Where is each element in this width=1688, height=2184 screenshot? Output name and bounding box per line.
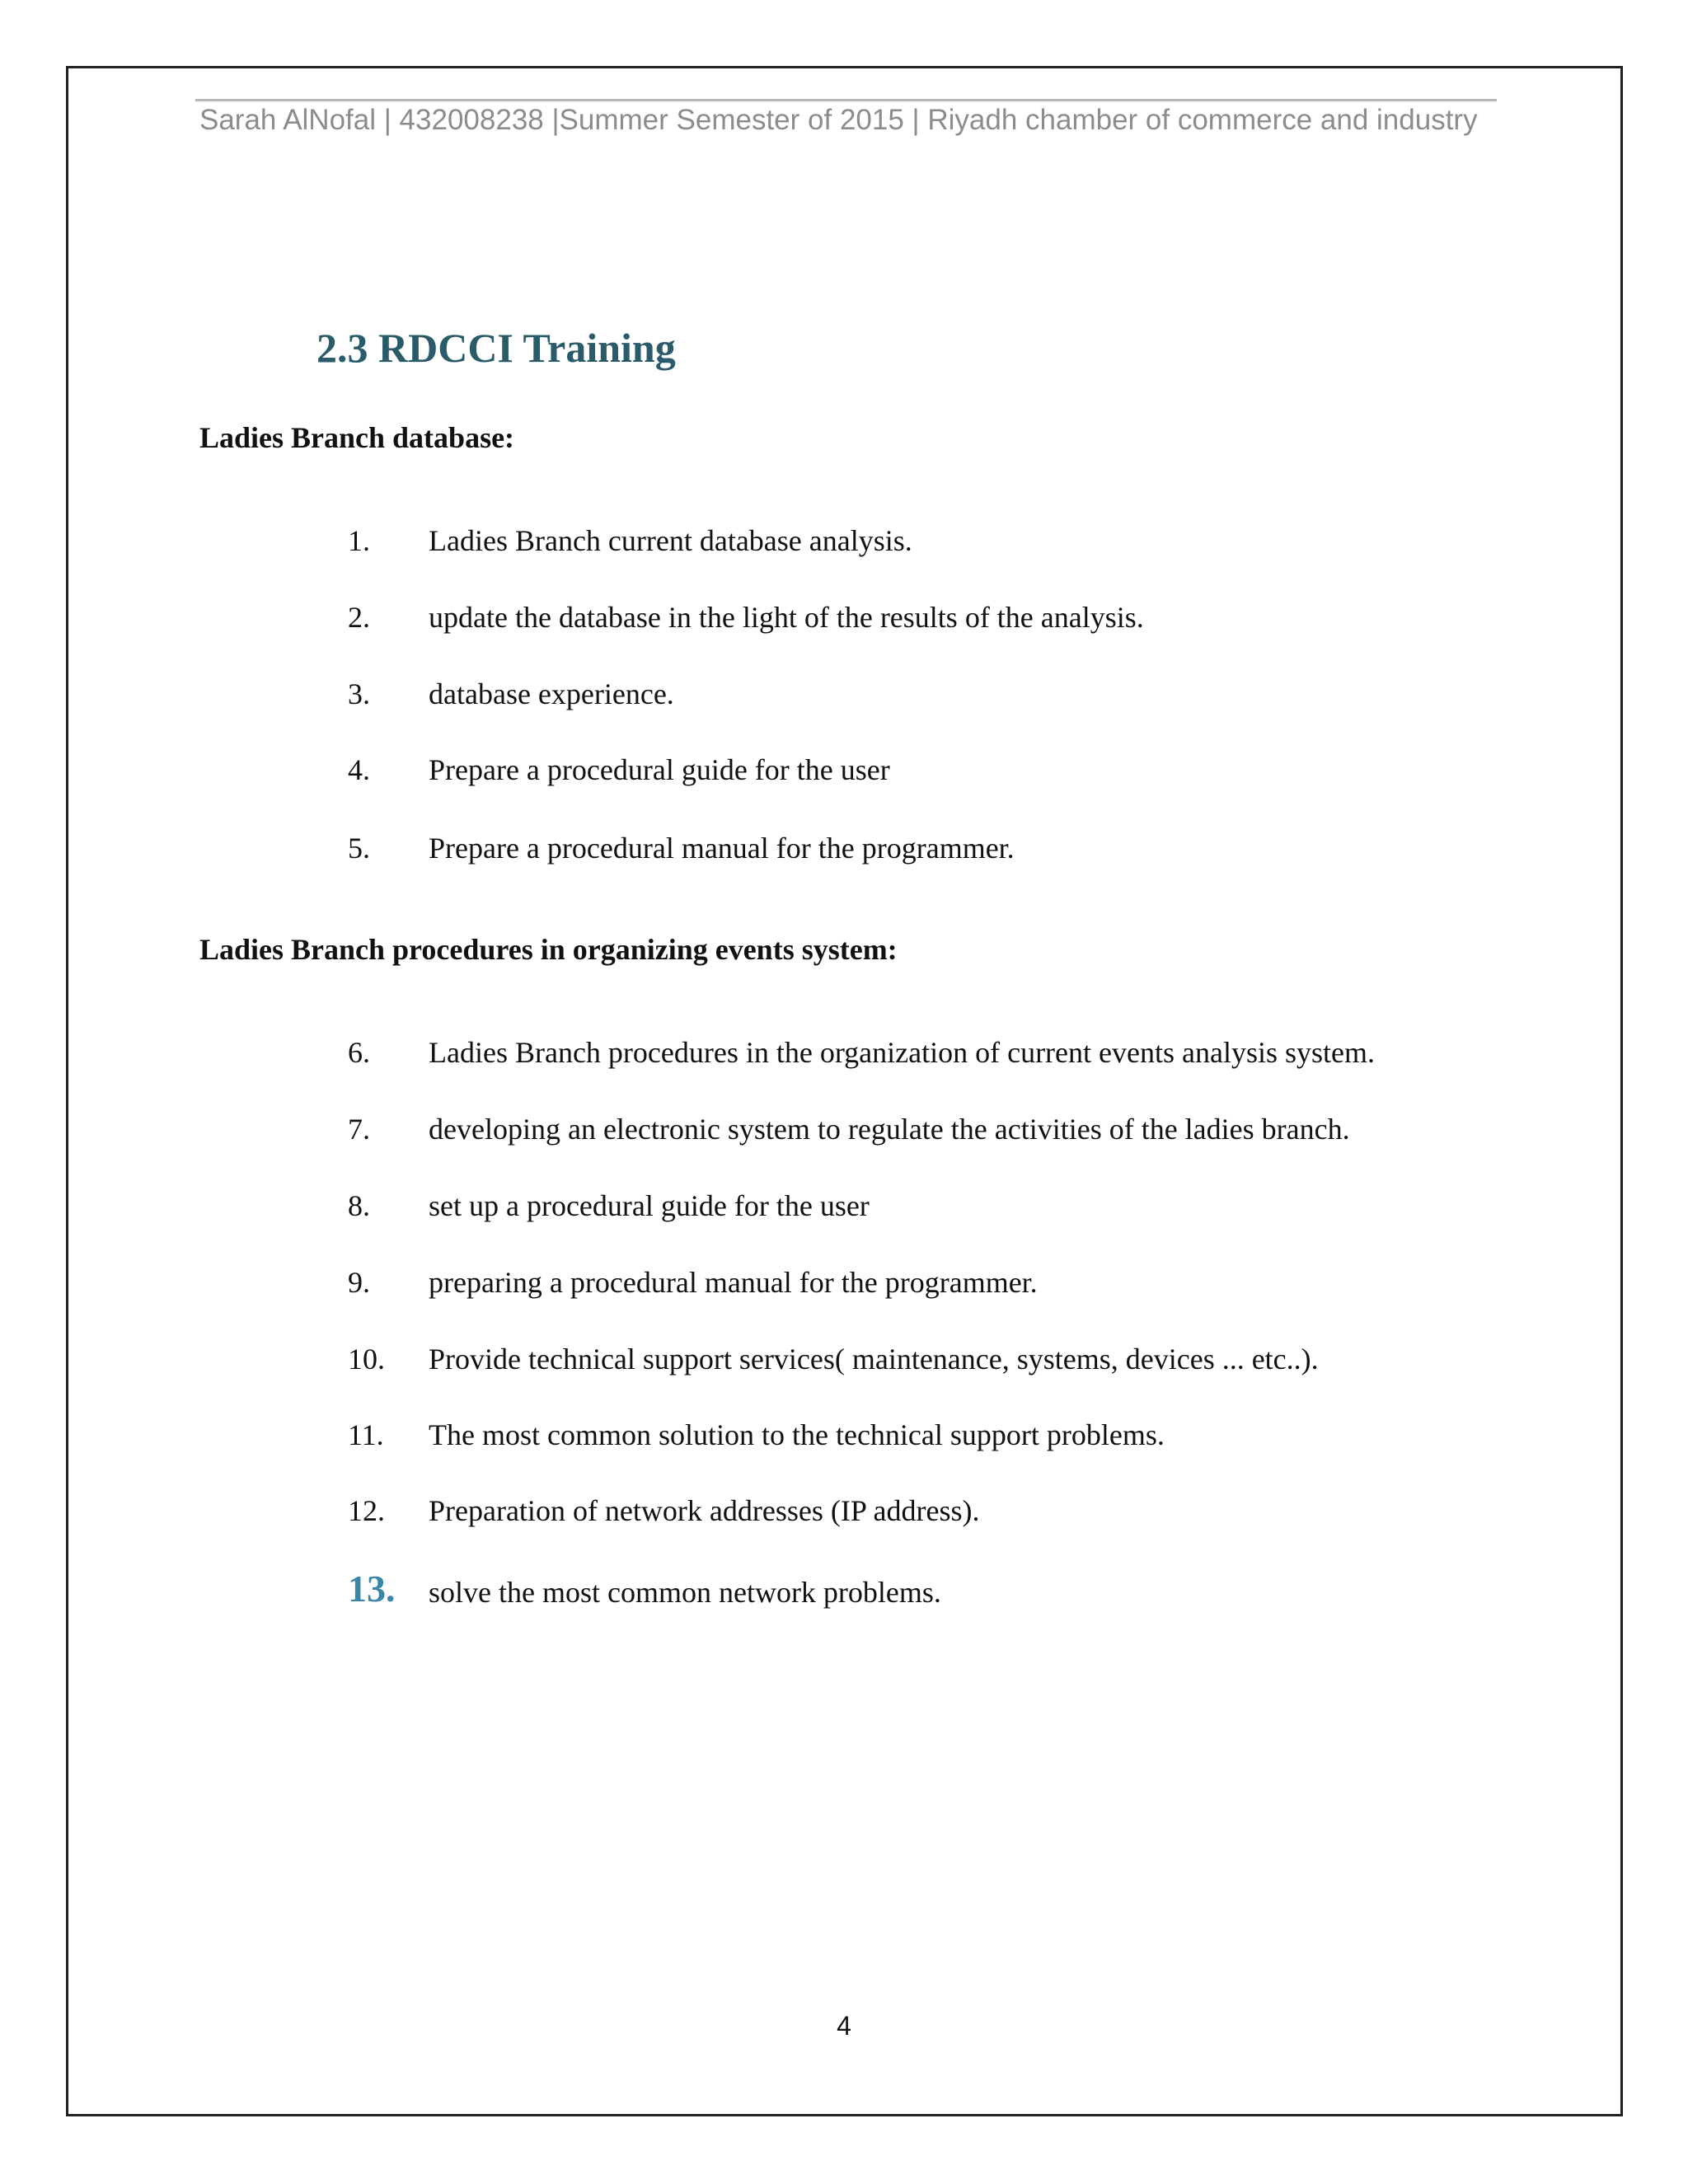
list-item [0, 519, 1688, 562]
section-title: 2.3 RDCCI Training [316, 325, 676, 371]
list-item [0, 596, 1688, 639]
list-item-text: developing an electronic system to regulate the activities of the ladies branch. [429, 1113, 1350, 1146]
list-item [0, 1108, 1688, 1151]
list-item-text: Provide technical support services( maintenance, systems, devices ... etc..). [429, 1343, 1319, 1376]
list-item-number: 6. [348, 1036, 370, 1069]
header-divider [195, 99, 1497, 101]
list-item-text: Prepare a procedural manual for the programmer. [429, 832, 1015, 865]
list-item-text: solve the most common network problems. [429, 1576, 941, 1609]
list-item [0, 1184, 1688, 1227]
list-item [0, 748, 1688, 791]
list-item-number: 5. [348, 832, 370, 865]
list-item-text: Ladies Branch procedures in the organization of current events analysis system. [429, 1036, 1375, 1069]
list-item-text: update the database in the light of the results of the analysis. [429, 601, 1144, 634]
list-item [0, 1568, 1688, 1614]
database-heading: Ladies Branch database: [199, 421, 515, 454]
running-header: Sarah AlNofal | 432008238 |Summer Semester of 2015 | Riyadh chamber of commerce and industry [199, 104, 1478, 136]
list-item-text: Prepare a procedural guide for the user [429, 753, 890, 786]
events-heading: Ladies Branch procedures in organizing events system: [199, 933, 898, 966]
list-item-text: database experience. [429, 677, 674, 710]
list-item-number: 3. [348, 677, 370, 710]
list-item [0, 673, 1688, 715]
list-item-number: 7. [348, 1113, 370, 1146]
list-item-number: 9. [348, 1266, 370, 1299]
list-item-text: The most common solution to the technical support problems. [429, 1418, 1165, 1451]
list-item [0, 827, 1688, 869]
list-item-text: preparing a procedural manual for the programmer. [429, 1266, 1038, 1299]
list-item-number: 13. [348, 1568, 396, 1610]
list-item [0, 1338, 1688, 1380]
list-item-number: 4. [348, 753, 370, 786]
page-number: 4 [837, 2011, 851, 2041]
list-item-number: 1. [348, 524, 370, 557]
list-item [0, 1261, 1688, 1304]
list-item-number: 12. [348, 1494, 385, 1527]
list-item-number: 10. [348, 1343, 385, 1376]
list-item [0, 1031, 1688, 1074]
list-item-number: 8. [348, 1189, 370, 1222]
list-item [0, 1413, 1688, 1456]
page-border [66, 66, 1623, 2116]
list-item-number: 2. [348, 601, 370, 634]
list-item-text: Preparation of network addresses (IP address). [429, 1494, 980, 1527]
list-item-text: set up a procedural guide for the user [429, 1189, 870, 1222]
list-item-text: Ladies Branch current database analysis. [429, 524, 912, 557]
list-item-number: 11. [348, 1418, 384, 1451]
list-item [0, 1489, 1688, 1532]
